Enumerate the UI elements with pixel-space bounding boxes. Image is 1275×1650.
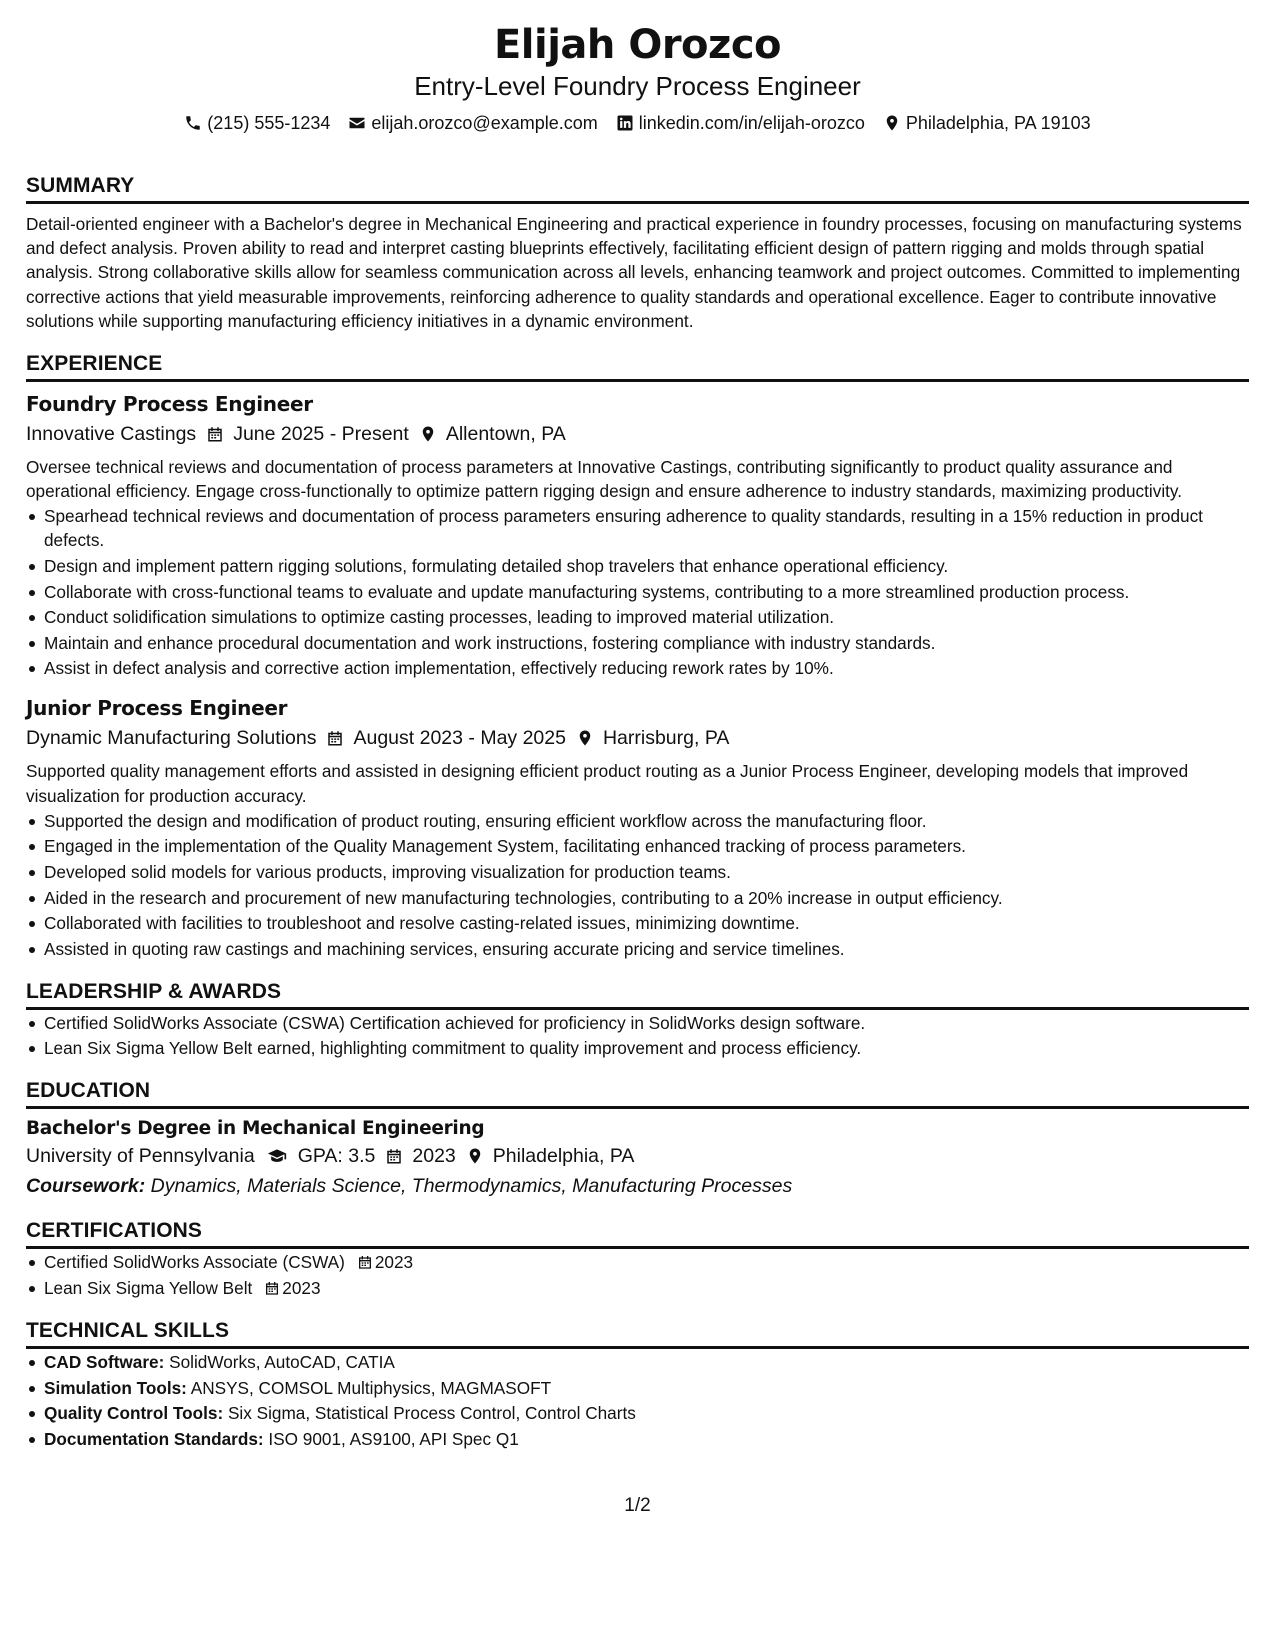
phone-text: (215) 555-1234	[207, 113, 331, 133]
certification-year: 2023	[374, 1252, 414, 1273]
skill-value: SolidWorks, AutoCAD, CATIA	[169, 1351, 395, 1372]
list-item	[26, 1350, 1249, 1374]
list-item: Aided in the research and procurement of new manufacturing technologies, contributing to a 20% increase in output efficiency.	[26, 886, 1249, 910]
skills-list	[26, 1350, 1249, 1451]
candidate-name: Elijah Orozco	[493, 22, 782, 68]
job-description: Oversee technical reviews and documentation of process parameters at Innovative Castings, contributing significantly to product quality assurance and operational efficiency. Engage cross-functionally to optimize pattern rigging design and ensure adherence to industry standards, maximizing productivity.	[26, 457, 1183, 502]
job-dates-text: June 2025 - Present	[233, 423, 409, 446]
year-text: 2023	[412, 1145, 456, 1168]
section-title-certifications: CERTIFICATIONS	[26, 1217, 1249, 1249]
list-item	[26, 1276, 1249, 1300]
education-location	[466, 1142, 635, 1170]
certification-date	[357, 1250, 413, 1274]
candidate-role: Entry-Level Foundry Process Engineer	[414, 71, 861, 101]
calendar-icon	[264, 1280, 280, 1296]
contact-bar	[26, 110, 1249, 136]
list-item: Assisted in quoting raw castings and machining services, ensuring accurate pricing and service timelines.	[26, 937, 1249, 961]
job-location	[576, 724, 729, 752]
job-entry	[26, 694, 1249, 960]
list-item: Spearhead technical reviews and documentation of process parameters ensuring adherence to quality standards, resulting in a 15% reduction in product defects.	[26, 504, 1249, 552]
certification-item	[44, 1276, 321, 1300]
linkedin-text: linkedin.com/in/elijah-orozco	[638, 113, 865, 133]
contact-location	[883, 110, 1091, 136]
resume-page	[26, 20, 1249, 1452]
job-bullets	[26, 504, 1249, 680]
job-dates	[326, 724, 565, 752]
list-item: Design and implement pattern rigging solutions, formulating detailed shop travelers that enhance operational efficiency.	[26, 554, 1249, 578]
coursework	[26, 1172, 1249, 1200]
list-item	[26, 1401, 1249, 1425]
list-item: Certified SolidWorks Associate (CSWA) Certification achieved for proficiency in SolidWorks design software.	[26, 1011, 1249, 1035]
coursework-text: Dynamics, Materials Science, Thermodynamics, Manufacturing Processes	[150, 1175, 793, 1198]
job-company: Dynamic Manufacturing Solutions	[26, 727, 317, 750]
certifications-section	[26, 1217, 1249, 1300]
calendar-icon	[357, 1254, 373, 1270]
list-item: Lean Six Sigma Yellow Belt earned, highlighting commitment to quality improvement and process efficiency.	[26, 1036, 1249, 1060]
list-item: Assist in defect analysis and corrective action implementation, effectively reducing rework rates by 10%.	[26, 656, 1249, 680]
certification-year: 2023	[282, 1277, 321, 1298]
skill-value: ANSYS, COMSOL Multiphysics, MAGMASOFT	[190, 1377, 552, 1398]
job-dates-text: August 2023 - May 2025	[353, 727, 566, 750]
contact-email[interactable]	[348, 110, 597, 136]
job-meta	[26, 420, 1249, 448]
certification-name: Certified SolidWorks Associate (CSWA)	[44, 1252, 345, 1273]
map-pin-icon	[883, 114, 901, 132]
list-item: Maintain and enhance procedural documentation and work instructions, fostering compliance with industry standards.	[26, 631, 1249, 655]
graduation-cap-icon	[265, 1146, 289, 1166]
gpa-text: GPA: 3.5	[297, 1145, 376, 1168]
education-section	[26, 1077, 1249, 1200]
skills-section	[26, 1317, 1249, 1451]
job-location-text: Harrisburg, PA	[602, 727, 730, 750]
job-bullets	[26, 809, 1249, 961]
linkedin-icon	[616, 114, 634, 132]
list-item	[26, 1376, 1249, 1400]
job-location-text: Allentown, PA	[445, 423, 566, 446]
calendar-icon	[206, 425, 224, 443]
job-title: Foundry Process Engineer	[26, 392, 313, 417]
education-gpa	[265, 1142, 376, 1170]
page-number: 1/2	[624, 1495, 651, 1516]
calendar-icon	[385, 1147, 403, 1165]
job-dates	[206, 420, 409, 448]
school-name: University of Pennsylvania	[26, 1145, 255, 1168]
skill-label: CAD Software:	[44, 1351, 165, 1372]
job-meta	[26, 724, 1249, 752]
job-location	[419, 420, 566, 448]
summary-section	[26, 172, 1249, 333]
summary-text: Detail-oriented engineer with a Bachelor's degree in Mechanical Engineering and practical experience in foundry processes, focusing on manufacturing systems and defect analysis. Proven ability to read and interpret casting blueprints effectively, facilitating efficient design of pattern rigging and molds through spatial analysis. Strong collaborative skills allow for seamless communication across all levels, enhancing teamwork and project outcomes. Committed to implementing corrective actions that yield measurable improvements, reinforcing adherence to quality standards and operational excellence. Eager to contribute innovative solutions while supporting manufacturing efficiency initiatives in a dynamic environment.	[26, 214, 1242, 331]
skill-value: Six Sigma, Statistical Process Control, Control Charts	[227, 1403, 636, 1424]
section-title-summary: SUMMARY	[26, 172, 1249, 204]
map-pin-icon	[466, 1147, 484, 1165]
list-item: Engaged in the implementation of the Quality Management System, facilitating enhanced tracking of process parameters.	[26, 834, 1249, 858]
envelope-icon	[348, 114, 366, 132]
list-item	[26, 1427, 1249, 1451]
section-title-skills: TECHNICAL SKILLS	[26, 1317, 1249, 1349]
list-item: Collaborated with facilities to troubleshoot and resolve casting-related issues, minimizing downtime.	[26, 911, 1249, 935]
skill-label: Simulation Tools:	[44, 1377, 187, 1398]
calendar-icon	[326, 729, 344, 747]
map-pin-icon	[419, 425, 437, 443]
leadership-list	[26, 1011, 1249, 1061]
list-item: Conduct solidification simulations to optimize casting processes, leading to improved material utilization.	[26, 605, 1249, 629]
degree-title: Bachelor's Degree in Mechanical Engineering	[26, 1118, 485, 1140]
list-item: Supported the design and modification of product routing, ensuring efficient workflow across the manufacturing floor.	[26, 809, 1249, 833]
section-title-leadership: LEADERSHIP & AWARDS	[26, 978, 1249, 1010]
list-item: Collaborate with cross-functional teams to evaluate and update manufacturing systems, contributing to a more streamlined production process.	[26, 580, 1249, 604]
phone-icon	[184, 114, 202, 132]
job-entry	[26, 390, 1249, 680]
education-year	[385, 1142, 455, 1170]
certification-name: Lean Six Sigma Yellow Belt	[44, 1277, 253, 1298]
list-item: Developed solid models for various products, improving visualization for production teams.	[26, 860, 1249, 884]
experience-section	[26, 350, 1249, 961]
contact-linkedin[interactable]	[616, 110, 865, 136]
resume-header	[26, 20, 1249, 136]
location-text: Philadelphia, PA 19103	[905, 113, 1091, 133]
skill-label: Documentation Standards:	[44, 1428, 264, 1449]
education-meta	[26, 1142, 1249, 1170]
certification-item	[44, 1250, 413, 1274]
contact-phone[interactable]	[184, 110, 330, 136]
email-text: elijah.orozco@example.com	[371, 113, 598, 133]
job-company: Innovative Castings	[26, 423, 197, 446]
leadership-section	[26, 978, 1249, 1061]
certification-date	[264, 1276, 320, 1300]
list-item	[26, 1250, 1249, 1274]
coursework-label: Coursework:	[26, 1175, 146, 1198]
job-title: Junior Process Engineer	[26, 696, 288, 721]
education-location-text: Philadelphia, PA	[492, 1145, 635, 1168]
section-title-experience: EXPERIENCE	[26, 350, 1249, 382]
skill-label: Quality Control Tools:	[44, 1403, 224, 1424]
certifications-list	[26, 1250, 1249, 1300]
job-description: Supported quality management efforts and assisted in designing efficient product routing as a Junior Process Engineer, developing models that improved visualization for production accuracy.	[26, 761, 1189, 806]
map-pin-icon	[576, 729, 594, 747]
section-title-education: EDUCATION	[26, 1077, 1249, 1109]
skill-value: ISO 9001, AS9100, API Spec Q1	[268, 1428, 519, 1449]
